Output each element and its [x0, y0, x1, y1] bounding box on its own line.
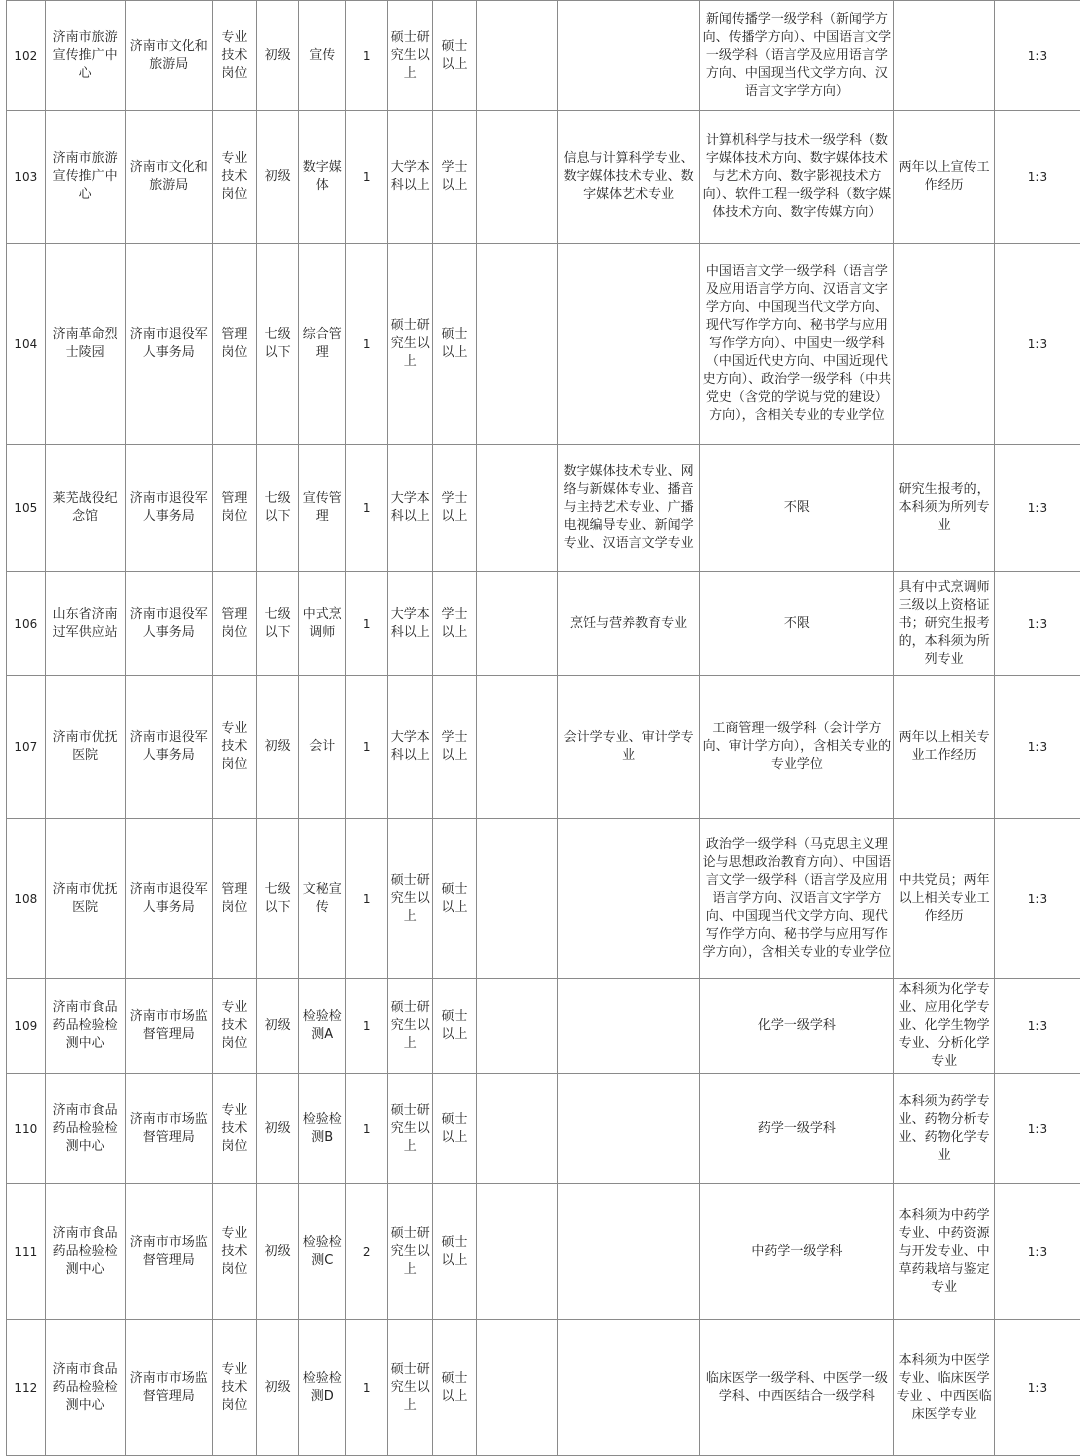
- position-level: 七级以下: [256, 445, 299, 572]
- position-name: 检验检测D: [299, 1320, 346, 1456]
- postgraduate-major: 政治学一级学科（马克思主义理论与思想政治教育方向）、中国语言文学一级学科（语言学及应用语言学方向、汉语言文字学方向、中国现当代文学方向、现代写作学方向、秘书学与应用写作学方向），含相关专业的专业学位: [700, 819, 894, 979]
- table-row: [7, 244, 1080, 445]
- junior-college-major: [476, 819, 557, 979]
- other-requirements: 本科须为化学专业、应用化学专业、化学生物学专业、分析化学专业: [894, 979, 994, 1074]
- junior-college-major: [476, 111, 557, 244]
- degree-requirement: 硕士以上: [433, 1, 477, 111]
- position-name: 宣传管理: [299, 445, 346, 572]
- position-category: 专业技术岗位: [213, 1074, 257, 1184]
- education-requirement: 硕士研究生以上: [388, 819, 433, 979]
- undergraduate-major: 信息与计算科学专业、数字媒体技术专业、数字媒体艺术专业: [557, 111, 699, 244]
- education-requirement: 大学本科以上: [388, 111, 433, 244]
- recruit-count: 1: [346, 572, 388, 676]
- supervising-department: 济南市退役军人事务局: [125, 445, 212, 572]
- position-name: 综合管理: [299, 244, 346, 445]
- position-category: 专业技术岗位: [213, 1, 257, 111]
- education-requirement: 大学本科以上: [388, 572, 433, 676]
- position-name: 宣传: [299, 1, 346, 111]
- postgraduate-major: 不限: [700, 572, 894, 676]
- recruit-count: 1: [346, 244, 388, 445]
- position-category: 专业技术岗位: [213, 1184, 257, 1320]
- exam-ratio: 1:3: [994, 1184, 1080, 1320]
- supervising-department: 济南市市场监督管理局: [125, 979, 212, 1074]
- recruit-count: 2: [346, 1184, 388, 1320]
- degree-requirement: 硕士以上: [433, 244, 477, 445]
- position-name: 会计: [299, 676, 346, 819]
- education-requirement: 硕士研究生以上: [388, 979, 433, 1074]
- education-requirement: 大学本科以上: [388, 676, 433, 819]
- position-level: 初级: [256, 1, 299, 111]
- postgraduate-major: 计算机科学与技术一级学科（数字媒体技术方向、数字媒体技术与艺术方向、数字影视技术方向）、软件工程一级学科（数字媒体技术方向、数字传媒方向）: [700, 111, 894, 244]
- position-level: 七级以下: [256, 244, 299, 445]
- junior-college-major: [476, 676, 557, 819]
- recruit-count: 1: [346, 819, 388, 979]
- recruit-count: 1: [346, 676, 388, 819]
- position-level: 初级: [256, 1074, 299, 1184]
- exam-ratio: 1:3: [994, 676, 1080, 819]
- postgraduate-major: 化学一级学科: [700, 979, 894, 1074]
- other-requirements: 两年以上相关专业工作经历: [894, 676, 994, 819]
- postgraduate-major: 不限: [700, 445, 894, 572]
- position-level: 初级: [256, 111, 299, 244]
- exam-ratio: 1:3: [994, 111, 1080, 244]
- education-requirement: 硕士研究生以上: [388, 1, 433, 111]
- row-number: 108: [7, 819, 46, 979]
- education-requirement: 硕士研究生以上: [388, 1184, 433, 1320]
- recruitment-table: [6, 0, 1080, 1456]
- postgraduate-major: 临床医学一级学科、中医学一级学科、中西医结合一级学科: [700, 1320, 894, 1456]
- undergraduate-major: [557, 244, 699, 445]
- row-number: 103: [7, 111, 46, 244]
- degree-requirement: 硕士以上: [433, 819, 477, 979]
- education-requirement: 大学本科以上: [388, 445, 433, 572]
- exam-ratio: 1:3: [994, 1320, 1080, 1456]
- other-requirements: [894, 1, 994, 111]
- undergraduate-major: [557, 1320, 699, 1456]
- other-requirements: 本科须为中医学专业、临床医学专业 、中西医临床医学专业: [894, 1320, 994, 1456]
- junior-college-major: [476, 1184, 557, 1320]
- other-requirements: [894, 244, 994, 445]
- exam-ratio: 1:3: [994, 445, 1080, 572]
- position-category: 管理岗位: [213, 445, 257, 572]
- table-row: [7, 979, 1080, 1074]
- employing-unit: 莱芜战役纪念馆: [45, 445, 125, 572]
- row-number: 112: [7, 1320, 46, 1456]
- degree-requirement: 学士以上: [433, 445, 477, 572]
- row-number: 102: [7, 1, 46, 111]
- junior-college-major: [476, 1, 557, 111]
- exam-ratio: 1:3: [994, 1074, 1080, 1184]
- position-level: 初级: [256, 979, 299, 1074]
- postgraduate-major: 药学一级学科: [700, 1074, 894, 1184]
- position-name: 检验检测C: [299, 1184, 346, 1320]
- row-number: 105: [7, 445, 46, 572]
- undergraduate-major: [557, 979, 699, 1074]
- undergraduate-major: [557, 1184, 699, 1320]
- undergraduate-major: 数字媒体技术专业、网络与新媒体专业、播音与主持艺术专业、广播电视编导专业、新闻学专业、汉语言文学专业: [557, 445, 699, 572]
- undergraduate-major: [557, 1074, 699, 1184]
- position-category: 专业技术岗位: [213, 1320, 257, 1456]
- position-level: 初级: [256, 1320, 299, 1456]
- degree-requirement: 硕士以上: [433, 1184, 477, 1320]
- exam-ratio: 1:3: [994, 979, 1080, 1074]
- degree-requirement: 学士以上: [433, 111, 477, 244]
- table-row: [7, 1, 1080, 111]
- row-number: 109: [7, 979, 46, 1074]
- junior-college-major: [476, 1320, 557, 1456]
- junior-college-major: [476, 1074, 557, 1184]
- table-row: [7, 572, 1080, 676]
- supervising-department: 济南市退役军人事务局: [125, 244, 212, 445]
- exam-ratio: 1:3: [994, 244, 1080, 445]
- junior-college-major: [476, 244, 557, 445]
- position-category: 专业技术岗位: [213, 111, 257, 244]
- exam-ratio: 1:3: [994, 1, 1080, 111]
- degree-requirement: 硕士以上: [433, 979, 477, 1074]
- table-row: [7, 1184, 1080, 1320]
- other-requirements: 具有中式烹调师三级以上资格证书；研究生报考的，本科须为所列专业: [894, 572, 994, 676]
- employing-unit: 济南市食品药品检验检测中心: [45, 979, 125, 1074]
- exam-ratio: 1:3: [994, 572, 1080, 676]
- postgraduate-major: 工商管理一级学科（会计学方向、审计学方向），含相关专业的专业学位: [700, 676, 894, 819]
- supervising-department: 济南市市场监督管理局: [125, 1320, 212, 1456]
- supervising-department: 济南市文化和旅游局: [125, 1, 212, 111]
- position-level: 七级以下: [256, 572, 299, 676]
- other-requirements: 本科须为中药学专业、中药资源与开发专业、中草药栽培与鉴定专业: [894, 1184, 994, 1320]
- position-level: 七级以下: [256, 819, 299, 979]
- employing-unit: 济南市食品药品检验检测中心: [45, 1074, 125, 1184]
- position-name: 中式烹调师: [299, 572, 346, 676]
- supervising-department: 济南市市场监督管理局: [125, 1074, 212, 1184]
- recruit-count: 1: [346, 1, 388, 111]
- position-level: 初级: [256, 1184, 299, 1320]
- table-row: [7, 111, 1080, 244]
- other-requirements: 中共党员；两年以上相关专业工作经历: [894, 819, 994, 979]
- other-requirements: 研究生报考的，本科须为所列专业: [894, 445, 994, 572]
- row-number: 106: [7, 572, 46, 676]
- supervising-department: 济南市文化和旅游局: [125, 111, 212, 244]
- employing-unit: 济南革命烈士陵园: [45, 244, 125, 445]
- table-row: [7, 1320, 1080, 1456]
- employing-unit: 济南市旅游宣传推广中心: [45, 1, 125, 111]
- position-name: 检验检测A: [299, 979, 346, 1074]
- supervising-department: 济南市退役军人事务局: [125, 819, 212, 979]
- postgraduate-major: 中国语言文学一级学科（语言学及应用语言学方向、汉语言文字学方向、中国现当代文学方向、现代写作学方向、秘书学与应用写作学方向）、中国史一级学科（中国近代史方向、中国近现代史方向）、政治学一级学科（中共党史（含党的学说与党的建设）方向），含相关专业的专业学位: [700, 244, 894, 445]
- position-category: 专业技术岗位: [213, 979, 257, 1074]
- position-name: 检验检测B: [299, 1074, 346, 1184]
- position-name: 文秘宣传: [299, 819, 346, 979]
- junior-college-major: [476, 572, 557, 676]
- degree-requirement: 学士以上: [433, 676, 477, 819]
- position-level: 初级: [256, 676, 299, 819]
- other-requirements: 两年以上宣传工作经历: [894, 111, 994, 244]
- employing-unit: 山东省济南过军供应站: [45, 572, 125, 676]
- row-number: 111: [7, 1184, 46, 1320]
- employing-unit: 济南市食品药品检验检测中心: [45, 1320, 125, 1456]
- undergraduate-major: [557, 819, 699, 979]
- recruit-count: 1: [346, 979, 388, 1074]
- degree-requirement: 硕士以上: [433, 1320, 477, 1456]
- undergraduate-major: 会计学专业、审计学专业: [557, 676, 699, 819]
- degree-requirement: 硕士以上: [433, 1074, 477, 1184]
- supervising-department: 济南市退役军人事务局: [125, 572, 212, 676]
- education-requirement: 硕士研究生以上: [388, 1320, 433, 1456]
- table-body: [7, 1, 1080, 1456]
- employing-unit: 济南市优抚医院: [45, 676, 125, 819]
- row-number: 104: [7, 244, 46, 445]
- exam-ratio: 1:3: [994, 819, 1080, 979]
- position-category: 管理岗位: [213, 819, 257, 979]
- degree-requirement: 学士以上: [433, 572, 477, 676]
- recruit-count: 1: [346, 1074, 388, 1184]
- supervising-department: 济南市市场监督管理局: [125, 1184, 212, 1320]
- junior-college-major: [476, 445, 557, 572]
- education-requirement: 硕士研究生以上: [388, 1074, 433, 1184]
- recruit-count: 1: [346, 1320, 388, 1456]
- supervising-department: 济南市退役军人事务局: [125, 676, 212, 819]
- junior-college-major: [476, 979, 557, 1074]
- row-number: 110: [7, 1074, 46, 1184]
- table-row: [7, 445, 1080, 572]
- position-category: 管理岗位: [213, 244, 257, 445]
- recruit-count: 1: [346, 111, 388, 244]
- undergraduate-major: 烹饪与营养教育专业: [557, 572, 699, 676]
- position-category: 管理岗位: [213, 572, 257, 676]
- employing-unit: 济南市食品药品检验检测中心: [45, 1184, 125, 1320]
- table-row: [7, 1074, 1080, 1184]
- table-row: [7, 819, 1080, 979]
- row-number: 107: [7, 676, 46, 819]
- other-requirements: 本科须为药学专业、药物分析专业、药物化学专业: [894, 1074, 994, 1184]
- employing-unit: 济南市优抚医院: [45, 819, 125, 979]
- position-name: 数字媒体: [299, 111, 346, 244]
- education-requirement: 硕士研究生以上: [388, 244, 433, 445]
- position-category: 专业技术岗位: [213, 676, 257, 819]
- postgraduate-major: 中药学一级学科: [700, 1184, 894, 1320]
- postgraduate-major: 新闻传播学一级学科（新闻学方向、传播学方向）、中国语言文学一级学科（语言学及应用语言学方向、中国现当代文学方向、汉语言文字学方向）: [700, 1, 894, 111]
- table-row: [7, 676, 1080, 819]
- employing-unit: 济南市旅游宣传推广中心: [45, 111, 125, 244]
- undergraduate-major: [557, 1, 699, 111]
- recruit-count: 1: [346, 445, 388, 572]
